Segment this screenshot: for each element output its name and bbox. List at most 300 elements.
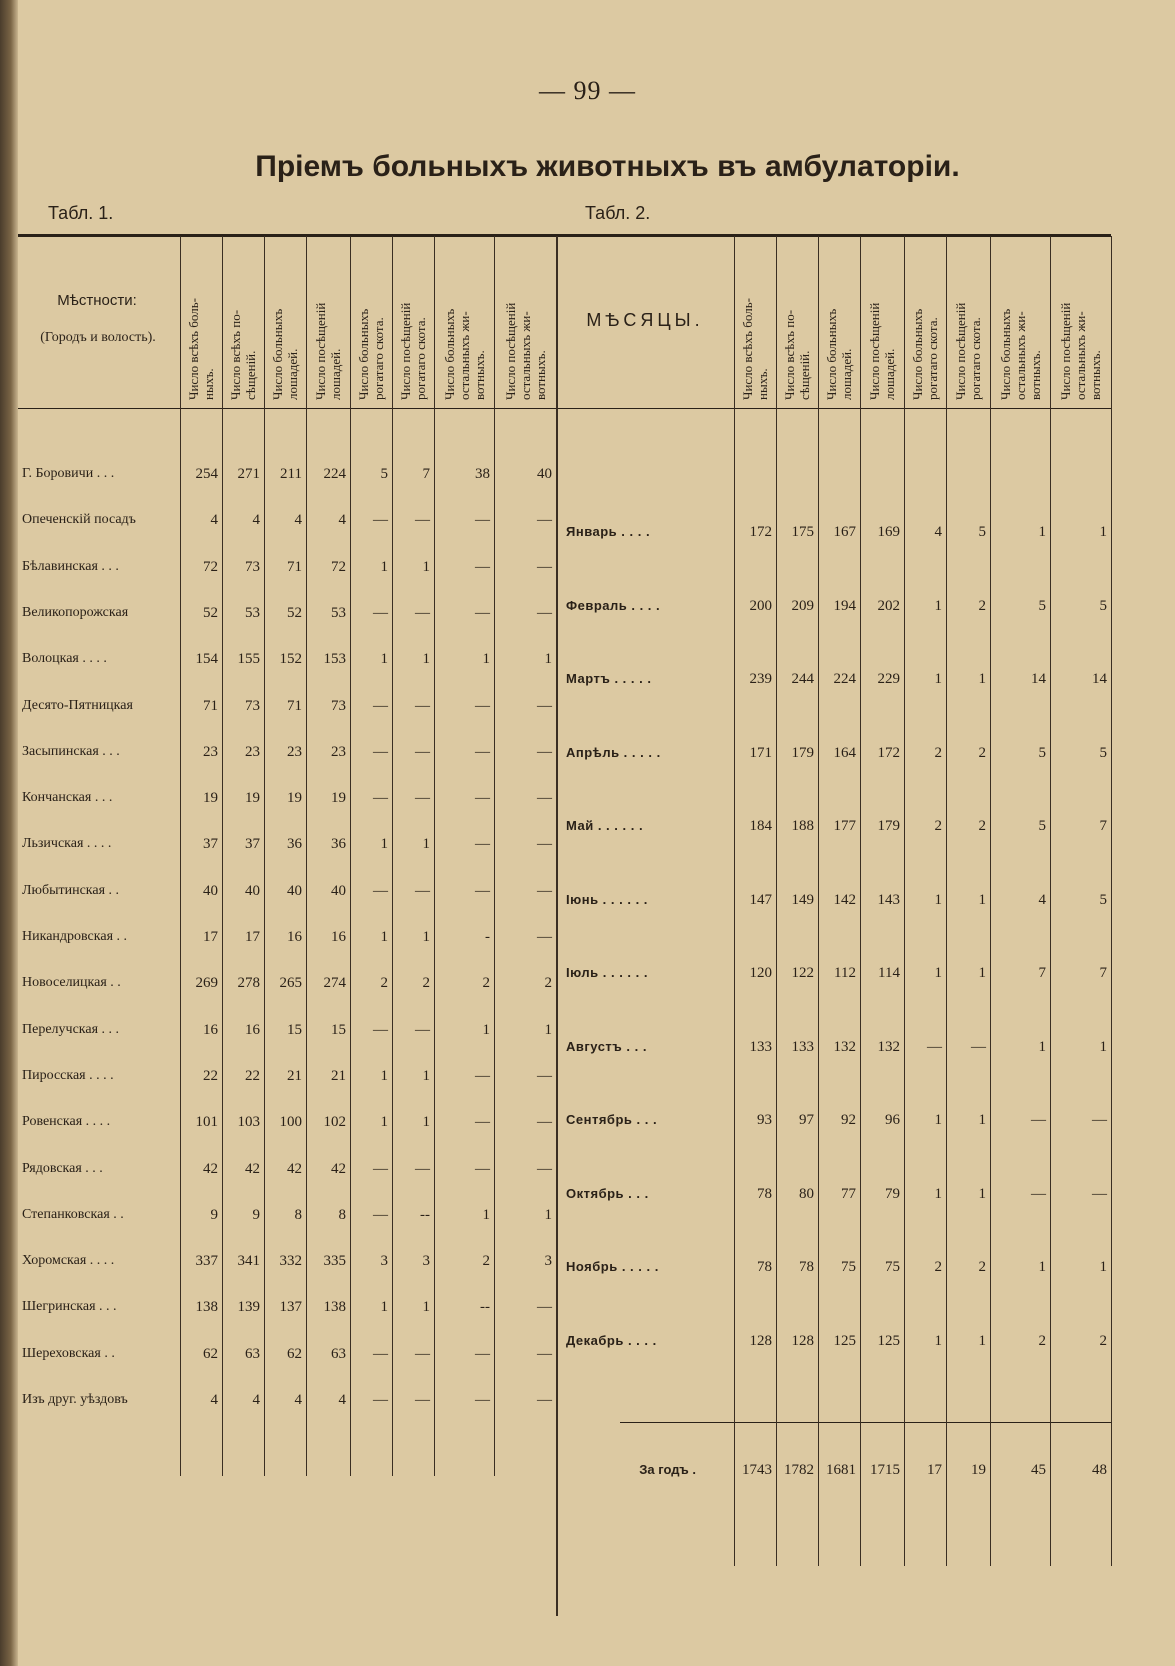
table1-cell: 72 [331, 559, 346, 575]
table2-cell: 1 [934, 671, 942, 687]
table1-cell: 1 [380, 651, 388, 667]
table2-cell: 122 [791, 965, 814, 981]
t2-column-rule [990, 236, 991, 1566]
total-cell: 48 [1092, 1462, 1107, 1478]
table1-cell: 1 [422, 929, 430, 945]
table1-cell: — [475, 559, 490, 575]
table2-cell: 92 [841, 1112, 856, 1128]
table1-cell: 138 [323, 1299, 346, 1315]
place-name: Рядовская . . . [22, 1161, 103, 1176]
table2-label: Табл. 2. [585, 203, 651, 223]
table1-cell: — [373, 790, 388, 806]
table1-cell: 73 [331, 698, 346, 714]
table1-cell: 1 [380, 1068, 388, 1084]
table1-cell: 21 [287, 1068, 302, 1084]
table2-cell: 96 [885, 1112, 900, 1128]
table1-cell: — [537, 1068, 552, 1084]
table2-cell: 171 [749, 745, 772, 761]
table1-cell: 102 [323, 1114, 346, 1130]
table1-cell: 19 [203, 790, 218, 806]
t1-column-rule [264, 236, 265, 1476]
table2-cell: 1 [934, 965, 942, 981]
table1-cell: — [475, 698, 490, 714]
table1-cell: 52 [287, 605, 302, 621]
table1-cell: 254 [195, 466, 218, 482]
table1-cell: 101 [195, 1114, 218, 1130]
table2-cell: 125 [833, 1333, 856, 1349]
table1-cell: 52 [203, 605, 218, 621]
table2-cell: 177 [833, 818, 856, 834]
total-cell: 1743 [742, 1462, 772, 1478]
table1-cell: - [485, 929, 490, 945]
t1-column-rule [306, 236, 307, 1476]
month-name: Іюнь . . . . . . [566, 892, 648, 907]
table1-cell: — [415, 512, 430, 528]
table2-cell: 172 [749, 524, 772, 540]
table2-cell: 1 [934, 892, 942, 908]
table1-cell: 15 [287, 1022, 302, 1038]
table1-cell: — [537, 1161, 552, 1177]
table1-cell: 332 [279, 1253, 302, 1269]
table1-cell: — [373, 605, 388, 621]
table1-cell: — [537, 929, 552, 945]
table2-cell: 169 [877, 524, 900, 540]
table1-cell: 274 [323, 975, 346, 991]
table1-cell: — [475, 1068, 490, 1084]
table1-cell: 22 [245, 1068, 260, 1084]
table2-cell: 2 [978, 1259, 986, 1275]
table2-cell: 179 [791, 745, 814, 761]
table2-cell: 77 [841, 1186, 856, 1202]
place-name: Любытинская . . [22, 883, 120, 898]
t2-column-header: Число всѣхъ по- сѣщеній. [782, 309, 812, 400]
month-name: Мартъ . . . . . [566, 671, 652, 686]
table1-cell: 1 [482, 1022, 490, 1038]
table-top-rule [18, 234, 1111, 237]
t2-column-rule [818, 236, 819, 1566]
table2-cell: 5 [1038, 818, 1046, 834]
place-name: Засыпинская . . . [22, 744, 120, 759]
page-number: — 99 — [539, 76, 636, 105]
table1-cell: 335 [323, 1253, 346, 1269]
place-name: Кончанская . . . [22, 790, 113, 805]
t1-column-rule [494, 236, 495, 1476]
place-name: Г. Боровичи . . . [22, 466, 115, 481]
table2-cell: 1 [978, 671, 986, 687]
table1-cell: — [537, 1346, 552, 1362]
table2-cell: 1 [978, 892, 986, 908]
total-row-label: За годъ . [639, 1462, 696, 1477]
table1-cell: 16 [331, 929, 346, 945]
table1-cell: 16 [287, 929, 302, 945]
table1-cell: 73 [245, 698, 260, 714]
table2-cell: 132 [833, 1039, 856, 1055]
table2-cell: 1 [978, 1112, 986, 1128]
table1-cell: — [537, 744, 552, 760]
table1-cell: — [537, 559, 552, 575]
table2-cell: 2 [934, 745, 942, 761]
table1-cell: 139 [237, 1299, 260, 1315]
table2-cell: 1 [1099, 1259, 1107, 1275]
total-cell: 1715 [870, 1462, 900, 1478]
table2-cell: 2 [934, 1259, 942, 1275]
t2-column-header: Число посѣщеній остальныхъ жи- вотныхъ. [1058, 302, 1103, 400]
place-name: Опеченскій посадъ [22, 512, 136, 527]
table1-cell: 1 [380, 929, 388, 945]
table1-cell: 73 [245, 559, 260, 575]
table1-cell: 23 [203, 744, 218, 760]
place-name: Волоцкая . . . . [22, 651, 107, 666]
total-cell: 45 [1031, 1462, 1046, 1478]
table1-cell: 21 [331, 1068, 346, 1084]
table1-cell: 71 [287, 559, 302, 575]
table1-cell: 23 [287, 744, 302, 760]
table2-cell: 172 [877, 745, 900, 761]
table2-cell: 167 [833, 524, 856, 540]
place-name: Хоромская . . . . [22, 1253, 115, 1268]
t1-column-rule [350, 236, 351, 1476]
book-spine [0, 0, 18, 1666]
table2-cell: — [1031, 1186, 1046, 1202]
table1-cell: 1 [422, 651, 430, 667]
table1-cell: 62 [203, 1346, 218, 1362]
table1-cell: 265 [279, 975, 302, 991]
table1-cell: 278 [237, 975, 260, 991]
table1-cell: — [475, 744, 490, 760]
table2-cell: 142 [833, 892, 856, 908]
table1-cell: — [475, 512, 490, 528]
table1-label: Табл. 1. [48, 203, 114, 223]
t1-column-rule [392, 236, 393, 1476]
table1-cell: — [415, 883, 430, 899]
t1-column-rule [222, 236, 223, 1476]
table1-cell: 53 [245, 605, 260, 621]
table1-cell: — [475, 836, 490, 852]
place-column-subheader: (Городъ и волость). [40, 330, 156, 345]
table1-cell: 1 [544, 1022, 552, 1038]
t2-column-rule [776, 236, 777, 1566]
t1-column-header: Число больныхъ рогатаго скота. [356, 308, 386, 400]
table2-cell: 2 [978, 818, 986, 834]
table1-cell: 40 [537, 466, 552, 482]
table1-cell: 42 [331, 1161, 346, 1177]
month-name: Октябрь . . . [566, 1186, 649, 1201]
table1-cell: 38 [475, 466, 490, 482]
table1-cell: 17 [245, 929, 260, 945]
table1-cell: 4 [210, 512, 218, 528]
table2-cell: 1 [1038, 524, 1046, 540]
place-name: Шегринская . . . [22, 1299, 117, 1314]
table2-cell: 7 [1099, 818, 1107, 834]
table1-cell: 8 [338, 1207, 346, 1223]
table1-cell: 4 [252, 1392, 260, 1408]
table1-cell: 341 [237, 1253, 260, 1269]
table1-cell: 5 [380, 466, 388, 482]
table1-cell: 40 [331, 883, 346, 899]
table2-cell: 93 [757, 1112, 772, 1128]
table1-cell: — [415, 1392, 430, 1408]
table2-cell: — [1092, 1112, 1107, 1128]
t2-column-rule [1111, 236, 1112, 1566]
t1-column-header: Число посѣщеній лошадей. [313, 302, 343, 400]
table1-cell: 42 [203, 1161, 218, 1177]
total-cell: 1681 [826, 1462, 856, 1478]
table2-cell: 2 [978, 745, 986, 761]
table1-cell: — [373, 1207, 388, 1223]
table2-cell: 239 [749, 671, 772, 687]
table1-cell: 269 [195, 975, 218, 991]
table1-cell: — [475, 1114, 490, 1130]
table2-cell: 2 [934, 818, 942, 834]
table1-cell: 1 [422, 1299, 430, 1315]
table2-cell: 202 [877, 598, 900, 614]
table2-cell: 128 [791, 1333, 814, 1349]
table1-cell: — [475, 1392, 490, 1408]
table2-cell: 194 [833, 598, 856, 614]
table2-cell: 1 [978, 1186, 986, 1202]
month-name: Январь . . . . [566, 524, 651, 539]
table2-cell: 14 [1092, 671, 1107, 687]
table2-cell: 179 [877, 818, 900, 834]
table1-cell: — [537, 698, 552, 714]
table1-cell: 153 [323, 651, 346, 667]
table2-cell: 1 [1038, 1039, 1046, 1055]
place-name: Ровенская . . . . [22, 1114, 111, 1129]
total-cell: 19 [971, 1462, 986, 1478]
table1-cell: 1 [544, 1207, 552, 1223]
month-name: Іюль . . . . . . [566, 965, 648, 980]
table1-cell: — [373, 1392, 388, 1408]
table1-cell: 1 [422, 1068, 430, 1084]
table1-cell: 23 [331, 744, 346, 760]
table2-cell: 1 [1099, 1039, 1107, 1055]
table1-cell: — [537, 790, 552, 806]
t1-column-header: Число посѣщеній остальныхъ жи- вотныхъ. [502, 302, 548, 400]
table2-cell: 224 [833, 671, 856, 687]
table2-cell: 75 [841, 1259, 856, 1275]
table2-cell: 1 [934, 1333, 942, 1349]
table1-cell: — [537, 836, 552, 852]
place-name: Перелучская . . . [22, 1022, 120, 1037]
table1-cell: 2 [380, 975, 388, 991]
table1-cell: 16 [203, 1022, 218, 1038]
table1-cell: 9 [252, 1207, 260, 1223]
table1-cell: 7 [422, 466, 430, 482]
table1-cell: 63 [245, 1346, 260, 1362]
table2-cell: 1 [1099, 524, 1107, 540]
table1-cell: 3 [544, 1253, 552, 1269]
table1-cell: 40 [287, 883, 302, 899]
table2-cell: 78 [757, 1186, 772, 1202]
table1-cell: 17 [203, 929, 218, 945]
t2-column-header: Число больныхъ остальныхъ жи- вотныхъ. [997, 308, 1043, 400]
table2-cell: 133 [749, 1039, 772, 1055]
table2-cell: 7 [1038, 965, 1046, 981]
table1-cell: — [373, 883, 388, 899]
table2-cell: 114 [878, 965, 900, 981]
place-name: Бѣлавинская . . . [22, 559, 119, 574]
table1-cell: 2 [482, 975, 490, 991]
month-name: Май . . . . . . [566, 818, 644, 833]
table2-cell: 2 [978, 598, 986, 614]
table2-cell: — [1092, 1186, 1107, 1202]
t2-column-rule [1050, 236, 1051, 1566]
table1-cell: 154 [195, 651, 218, 667]
t2-column-rule [904, 236, 905, 1566]
table1-cell: — [537, 512, 552, 528]
table1-cell: — [537, 1392, 552, 1408]
table1-cell: 4 [338, 512, 346, 528]
table2-cell: — [927, 1039, 942, 1055]
month-name: Апрѣль . . . . . [566, 745, 661, 760]
table2-cell: 80 [799, 1186, 814, 1202]
table1-cell: 62 [287, 1346, 302, 1362]
place-name: Изъ друг. уѣздовъ [22, 1392, 128, 1407]
table1-cell: 152 [279, 651, 302, 667]
table2-cell: 184 [749, 818, 772, 834]
table2-cell: 244 [791, 671, 814, 687]
table1-cell: 19 [245, 790, 260, 806]
table1-cell: — [373, 1161, 388, 1177]
table1-cell: -- [480, 1299, 490, 1315]
table1-cell: 42 [245, 1161, 260, 1177]
table2-cell: 1 [978, 965, 986, 981]
table2-cell: 78 [757, 1259, 772, 1275]
table1-cell: 37 [203, 836, 218, 852]
table1-cell: 4 [338, 1392, 346, 1408]
table1-cell: 138 [195, 1299, 218, 1315]
table1-cell: — [537, 883, 552, 899]
table1-cell: — [373, 744, 388, 760]
table1-cell: 2 [482, 1253, 490, 1269]
table1-cell: 9 [210, 1207, 218, 1223]
table1-cell: 40 [203, 883, 218, 899]
place-name: Пиросская . . . . [22, 1068, 114, 1083]
table2-cell: 1 [934, 598, 942, 614]
table1-cell: 1 [482, 651, 490, 667]
table1-cell: 1 [482, 1207, 490, 1223]
table1-cell: 2 [544, 975, 552, 991]
table2-cell: 78 [799, 1259, 814, 1275]
table1-cell: 1 [422, 559, 430, 575]
page-title: Пріемъ больныхъ животныхъ въ амбулаторіи. [255, 150, 960, 183]
total-cell: 17 [927, 1462, 942, 1478]
month-name: Ноябрь . . . . . [566, 1259, 659, 1274]
table1-cell: 271 [237, 466, 260, 482]
table2-cell: 128 [749, 1333, 772, 1349]
table1-cell: 224 [323, 466, 346, 482]
table2-cell: 143 [877, 892, 900, 908]
month-name: Августъ . . . [566, 1039, 647, 1054]
t2-column-header: Число всѣхъ боль- ныхъ. [740, 298, 770, 400]
table2-cell: 1 [978, 1333, 986, 1349]
table1-cell: 72 [203, 559, 218, 575]
table1-cell: 8 [294, 1207, 302, 1223]
table2-cell: 175 [791, 524, 814, 540]
table2-cell: 14 [1031, 671, 1046, 687]
t1-column-header: Число всѣхъ боль- ныхъ. [186, 298, 216, 400]
table1-cell: — [373, 1346, 388, 1362]
table2-cell: 2 [1099, 1333, 1107, 1349]
table1-cell: — [373, 1022, 388, 1038]
table1-cell: 100 [279, 1114, 302, 1130]
table1-cell: 3 [422, 1253, 430, 1269]
t1-column-header: Число посѣщеній рогатаго скота. [398, 302, 428, 400]
t2-column-header: Число посѣщеній рогатаго скота. [953, 302, 983, 400]
t1-column-rule [556, 236, 557, 1476]
total-rule [620, 1422, 1111, 1423]
table2-cell: 4 [934, 524, 942, 540]
table1-cell: 53 [331, 605, 346, 621]
table2-cell: 5 [1038, 745, 1046, 761]
place-name: Степанковская . . [22, 1207, 124, 1222]
table2-cell: 5 [1038, 598, 1046, 614]
table1-cell: 22 [203, 1068, 218, 1084]
place-name: Шереховская . . [22, 1346, 115, 1361]
table1-cell: -- [420, 1207, 430, 1223]
month-column-header: МѢСЯЦЫ. [586, 310, 704, 330]
table1-cell: 211 [280, 466, 302, 482]
table2-cell: 132 [877, 1039, 900, 1055]
table2-cell: 112 [834, 965, 856, 981]
table1-cell: 155 [237, 651, 260, 667]
table1-cell: — [373, 512, 388, 528]
table1-cell: 2 [422, 975, 430, 991]
place-name: Великопорожская [22, 605, 129, 620]
table2-cell: 1 [934, 1186, 942, 1202]
table2-cell: 147 [749, 892, 772, 908]
table2-cell: — [1031, 1112, 1046, 1128]
t1-column-rule [180, 236, 181, 1476]
table1-cell: 4 [294, 1392, 302, 1408]
place-name: Новоселицкая . . [22, 975, 121, 990]
table1-cell: 1 [422, 836, 430, 852]
table1-cell: — [415, 1161, 430, 1177]
table1-cell: — [415, 744, 430, 760]
place-name: Льзичская . . . . [22, 836, 112, 851]
table1-cell: 36 [287, 836, 302, 852]
table1-cell: 23 [245, 744, 260, 760]
table1-cell: — [475, 790, 490, 806]
table2-cell: 200 [749, 598, 772, 614]
table1-cell: 4 [210, 1392, 218, 1408]
table1-cell: 1 [380, 836, 388, 852]
place-name: Десято-Пятницкая [22, 698, 133, 713]
table2-cell: 229 [877, 671, 900, 687]
table1-cell: — [537, 605, 552, 621]
table2-cell: 5 [978, 524, 986, 540]
table-header-rule [18, 408, 1111, 409]
table2-cell: 79 [885, 1186, 900, 1202]
table2-cell: 7 [1099, 965, 1107, 981]
table1-cell: — [475, 605, 490, 621]
month-name: Февраль . . . . [566, 598, 661, 613]
table1-cell: — [475, 883, 490, 899]
table2-cell: 1 [934, 1112, 942, 1128]
table2-cell: 2 [1038, 1333, 1046, 1349]
table1-cell: — [415, 698, 430, 714]
t1-column-header: Число больныхъ лошадей. [270, 308, 300, 400]
table2-cell: 75 [885, 1259, 900, 1275]
table1-cell: 1 [380, 559, 388, 575]
table1-cell: — [475, 1161, 490, 1177]
table2-cell: 164 [833, 745, 856, 761]
table1-cell: — [415, 790, 430, 806]
table1-cell: 337 [195, 1253, 218, 1269]
month-name: Декабрь . . . . [566, 1333, 657, 1348]
table2-cell: 97 [799, 1112, 814, 1128]
table2-cell: 188 [791, 818, 814, 834]
